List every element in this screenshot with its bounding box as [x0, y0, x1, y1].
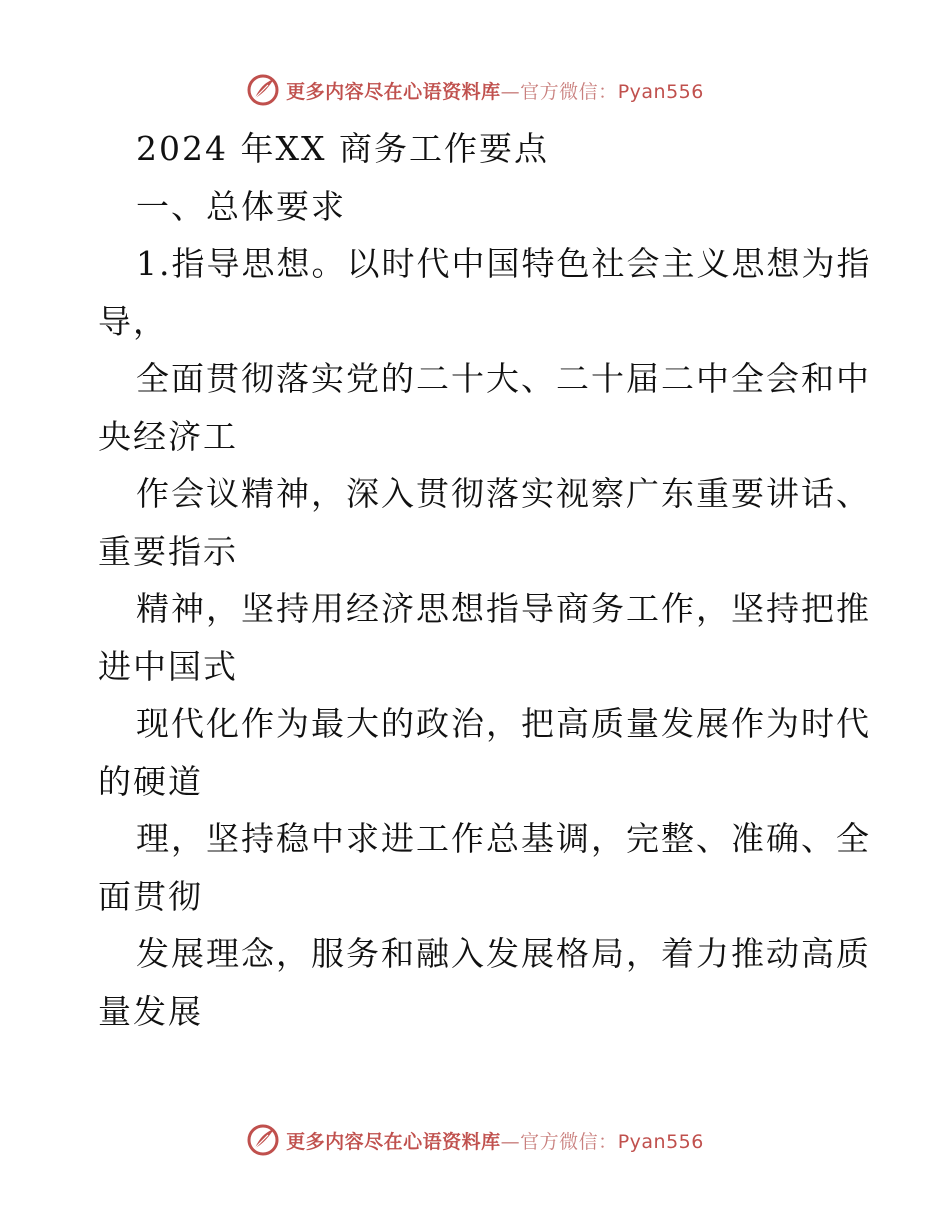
text-line: 央经济工 — [98, 416, 238, 456]
feather-pen-logo-icon — [246, 73, 280, 107]
text-line: 量发展 — [98, 991, 203, 1031]
text-line: 重要指示 — [98, 531, 238, 571]
text-line: 进中国式 — [98, 646, 238, 686]
text-line: 理，坚持稳中求进工作总基调，完整、准确、全 — [136, 819, 871, 858]
watermark-brand: 更多内容尽在心语资料库 — [286, 80, 501, 103]
text-line: 作会议精神，深入贯彻落实视察广东重要讲话、 — [136, 474, 871, 513]
text-line: 1.指导思想。以时代中国特色社会主义思想为指 — [136, 244, 872, 283]
watermark-wechat-id: Pyan556 — [617, 1130, 704, 1153]
watermark-text — [286, 77, 704, 104]
footer-watermark — [0, 1120, 950, 1160]
watermark-wechat-label: —官方微信： — [500, 80, 618, 103]
text-line: 精神，坚持用经济思想指导商务工作，坚持把推 — [136, 589, 871, 628]
text-line: 发展理念，服务和融入发展格局，着力推动高质 — [136, 934, 871, 973]
watermark-wechat-label: —官方微信： — [500, 1130, 618, 1153]
feather-pen-logo-icon — [246, 1123, 280, 1157]
text-line: 现代化作为最大的政治，把高质量发展作为时代 — [136, 704, 871, 743]
text-line: 的硬道 — [98, 761, 203, 801]
watermark-text — [286, 1127, 704, 1154]
text-line: 导， — [98, 301, 168, 341]
watermark-brand: 更多内容尽在心语资料库 — [286, 1130, 501, 1153]
text-line: 全面贯彻落实党的二十大、二十届二中全会和中 — [136, 359, 871, 398]
text-line: 一、总体要求 — [136, 186, 346, 226]
watermark-wechat-id: Pyan556 — [617, 80, 704, 103]
document-title: 2024 年XX 商务工作要点 — [136, 129, 549, 168]
header-watermark — [0, 70, 950, 110]
document-body — [98, 120, 872, 1040]
text-line: 面贯彻 — [98, 876, 203, 916]
